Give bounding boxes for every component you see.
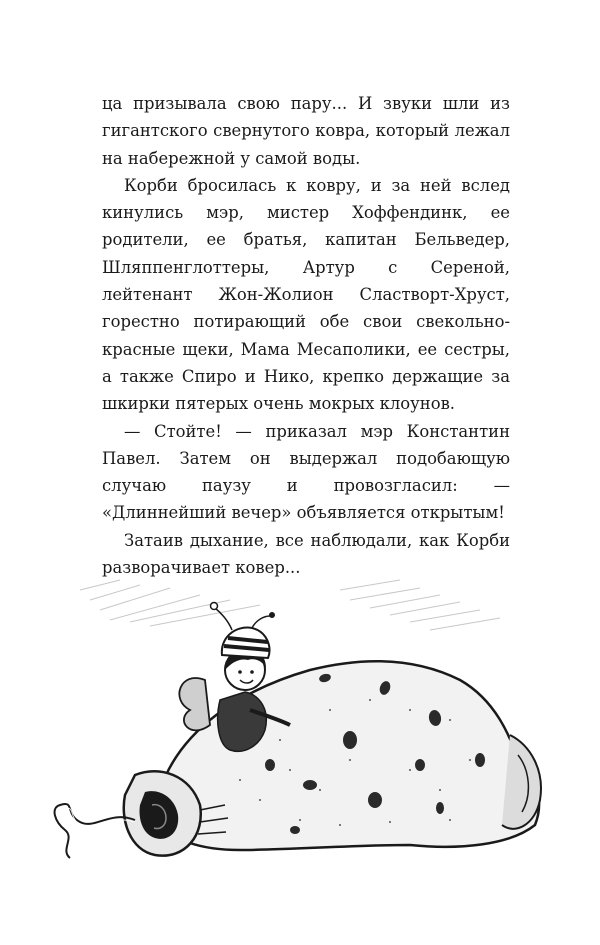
rolled-carpet-illustration bbox=[40, 560, 560, 920]
paragraph-4: Затаив дыхание, все наблюдали, как Корби разворачивает ковер... bbox=[102, 530, 510, 578]
shadow-hatching bbox=[80, 580, 500, 630]
page-text bbox=[102, 90, 510, 581]
paragraph-1: ца призывала свою пару... И звуки шли из гигантского свернутого ковра, который лежал на набережной у самой воды. bbox=[102, 94, 510, 168]
paragraph-2: Корби бросилась к ковру, и за ней вслед кинулись мэр, мистер Хоффендинк, ее родители, ее братья, капитан Бельведер, Шляппенглоттеры, Артур с Сереной, лейтенант Жон-Жолион Сластворт-Хруст, горестно потирающий обе свои свекольно-красные щеки, Мама Месаполики, ее сестры, а также Спиро и Нико, крепко держащие за шкирки пятерых очень мокрых клоунов. bbox=[102, 175, 510, 414]
paragraph-3: — Стойте! — приказал мэр Константин Павел. Затем он выдержал подобающую случаю паузу и провозгласил: — «Длиннейший вечер» объявляется открытым! bbox=[102, 421, 510, 523]
